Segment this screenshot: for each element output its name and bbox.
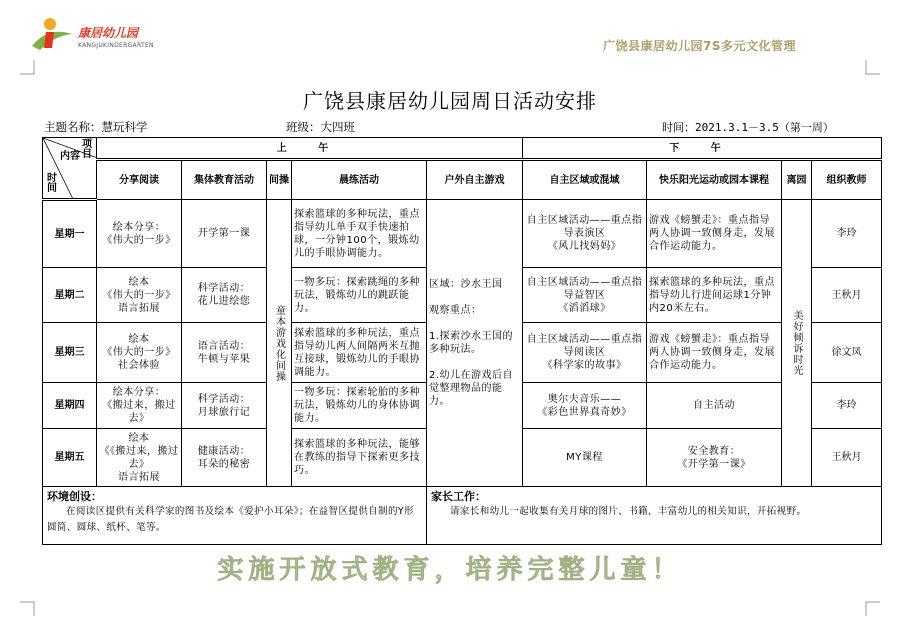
teacher-cell: 王秋月 (812, 268, 882, 323)
crop-mark-icon (20, 60, 36, 76)
share-reading-cell: 绘本分享： 《搬过来，搬过去》 (97, 383, 182, 429)
leave-cell (782, 200, 812, 487)
sunshine-sport-cell: 探索篮球的多种玩法，重点指导幼儿行进间运球1分钟内20米左右。 (647, 268, 782, 323)
day-cell: 星期一 (43, 200, 97, 268)
morning-activity-cell: 探索篮球的多种玩法，能够在教练的指导下探索更多技巧。 (292, 429, 427, 487)
morning-header: 上 午 (97, 138, 523, 160)
sunshine-sport-cell: 自主活动 (647, 383, 782, 429)
teacher-cell: 李玲 (812, 383, 882, 429)
crop-mark-icon (864, 600, 880, 616)
table-row (43, 200, 882, 268)
group-education-cell: 健康活动： 耳朵的秘密 (182, 429, 267, 487)
logo-mark-icon (28, 16, 76, 56)
page-title: 广饶县康居幼儿园周日活动安排 (303, 89, 597, 113)
environment-cell (43, 487, 427, 545)
header-teacher: 组织教师 (812, 160, 882, 200)
corner-header-cell (43, 138, 97, 200)
area-activity-cell: 自主区域活动——重点指导益智区 《滔滔球》 (523, 268, 647, 323)
theme-name: 主题名称：慧玩科学 (44, 120, 148, 134)
share-reading-cell: 绘本 《伟大的一步》 语言拓展 (97, 268, 182, 323)
header-exercise: 间操 (267, 160, 292, 200)
area-activity-cell: 自主区域活动——重点指导表演区 《风儿找妈妈》 (523, 200, 647, 268)
teacher-cell: 徐文凤 (812, 323, 882, 383)
day-cell: 星期五 (43, 429, 97, 487)
crop-mark-icon (20, 600, 36, 616)
logo-english-text: KANGJUKINDERGARTEN (78, 42, 154, 49)
header-group-education: 集体教育活动 (182, 160, 267, 200)
area-activity-cell: 奥尔夫音乐—— 《彩色世界真奇妙》 (523, 383, 647, 429)
outdoor-content: 区域：沙水王国 观察重点： 1.探索沙水王国的多种玩法。 2.幼儿在游戏后自觉整理物品的能力。 (429, 279, 514, 407)
schedule-table (42, 137, 882, 545)
header-share-reading: 分享阅读 (97, 160, 182, 200)
area-activity-cell: MY课程 (523, 429, 647, 487)
corner-content-label: 内容 (60, 151, 80, 162)
header-morning-activity: 晨练活动 (292, 160, 427, 200)
day-cell: 星期三 (43, 323, 97, 383)
sunshine-sport-cell: 安全教育： 《开学第一课》 (647, 429, 782, 487)
parent-work-title: 家长工作： (431, 490, 486, 503)
group-education-cell: 开学第一课 (182, 200, 267, 268)
group-education-cell: 科学活动： 月球旅行记 (182, 383, 267, 429)
exercise-content: 童本游戏化间操 (273, 304, 285, 382)
header-management-label: 广饶县康居幼儿园7S多元文化管理 (603, 39, 796, 53)
morning-activity-cell: 一物多玩：探索轮胎的多种玩法，锻炼幼儿的身体协调能力。 (292, 383, 427, 429)
parent-work-cell (427, 487, 882, 545)
area-activity-cell: 自主区域活动——重点指导阅读区 《科学家的故事》 (523, 323, 647, 383)
teacher-cell: 李玲 (812, 200, 882, 268)
leave-content: 美好倾诉时光 (791, 310, 803, 376)
teacher-cell: 王秋月 (812, 429, 882, 487)
table-footer-row (43, 487, 882, 545)
sunshine-sport-cell: 游戏《螃蟹走》：重点指导两人协调一致侧身走，发展合作运动能力。 (647, 323, 782, 383)
environment-title: 环境创设： (47, 490, 102, 503)
class-name: 班级：大四班 (286, 120, 355, 134)
time-range: 时间：2021.3.1－3.5（第一周） (662, 121, 834, 134)
day-cell: 星期二 (43, 268, 97, 323)
group-education-cell: 语言活动： 牛顿与苹果 (182, 323, 267, 383)
outdoor-game-cell (427, 200, 523, 487)
day-cell: 星期四 (43, 383, 97, 429)
kindergarten-logo (28, 16, 188, 56)
crop-mark-icon (864, 60, 880, 76)
share-reading-cell: 绘本 《《搬过来，搬过去》 语言拓展 (97, 429, 182, 487)
header-sunshine-sport: 快乐阳光运动或园本课程 (647, 160, 782, 200)
corner-time-label: 时间 (47, 173, 57, 194)
morning-activity-cell: 探索篮球的多种玩法，重点指导幼儿两人间隔两米互抛互接球，锻炼幼儿的手眼协调能力。 (292, 323, 427, 383)
morning-activity-cell: 一物多玩：探索跳绳的多种玩法，锻炼幼儿的跳跃能力。 (292, 268, 427, 323)
sunshine-sport-cell: 游戏《螃蟹走》：重点指导两人协调一致侧身走，发展合作运动能力。 (647, 200, 782, 268)
environment-body: 在阅读区提供有关科学家的图书及绘本《爱护小耳朵》；在益智区提供自制的Y形圆筒、圆球、纸杯、笔等。 (47, 506, 414, 534)
corner-item-label: 项目 (82, 139, 92, 160)
header-leave: 离园 (782, 160, 812, 200)
share-reading-cell: 绘本分享： 《伟大的一步》 (97, 200, 182, 268)
logo-text: 康居幼儿园 (78, 26, 139, 40)
header-area-activity: 自主区域或混域 (523, 160, 647, 200)
share-reading-cell: 绘本 《伟大的一步》 社会体验 (97, 323, 182, 383)
slogan-text: 实施开放式教育，培养完整儿童！ (217, 555, 683, 585)
group-education-cell: 科学活动： 花儿进绘您 (182, 268, 267, 323)
morning-activity-cell: 探索篮球的多种玩法，重点指导幼儿单手双手快速拍球，一分钟100个，锻炼幼儿的手眼协调能力。 (292, 200, 427, 268)
header-outdoor-game: 户外自主游戏 (427, 160, 523, 200)
exercise-cell (267, 200, 292, 487)
parent-work-body: 请家长和幼儿一起收集有关月球的图片、书籍，丰富幼儿的相关知识，开拓视野。 (450, 506, 807, 518)
afternoon-header: 下 午 (523, 138, 882, 160)
